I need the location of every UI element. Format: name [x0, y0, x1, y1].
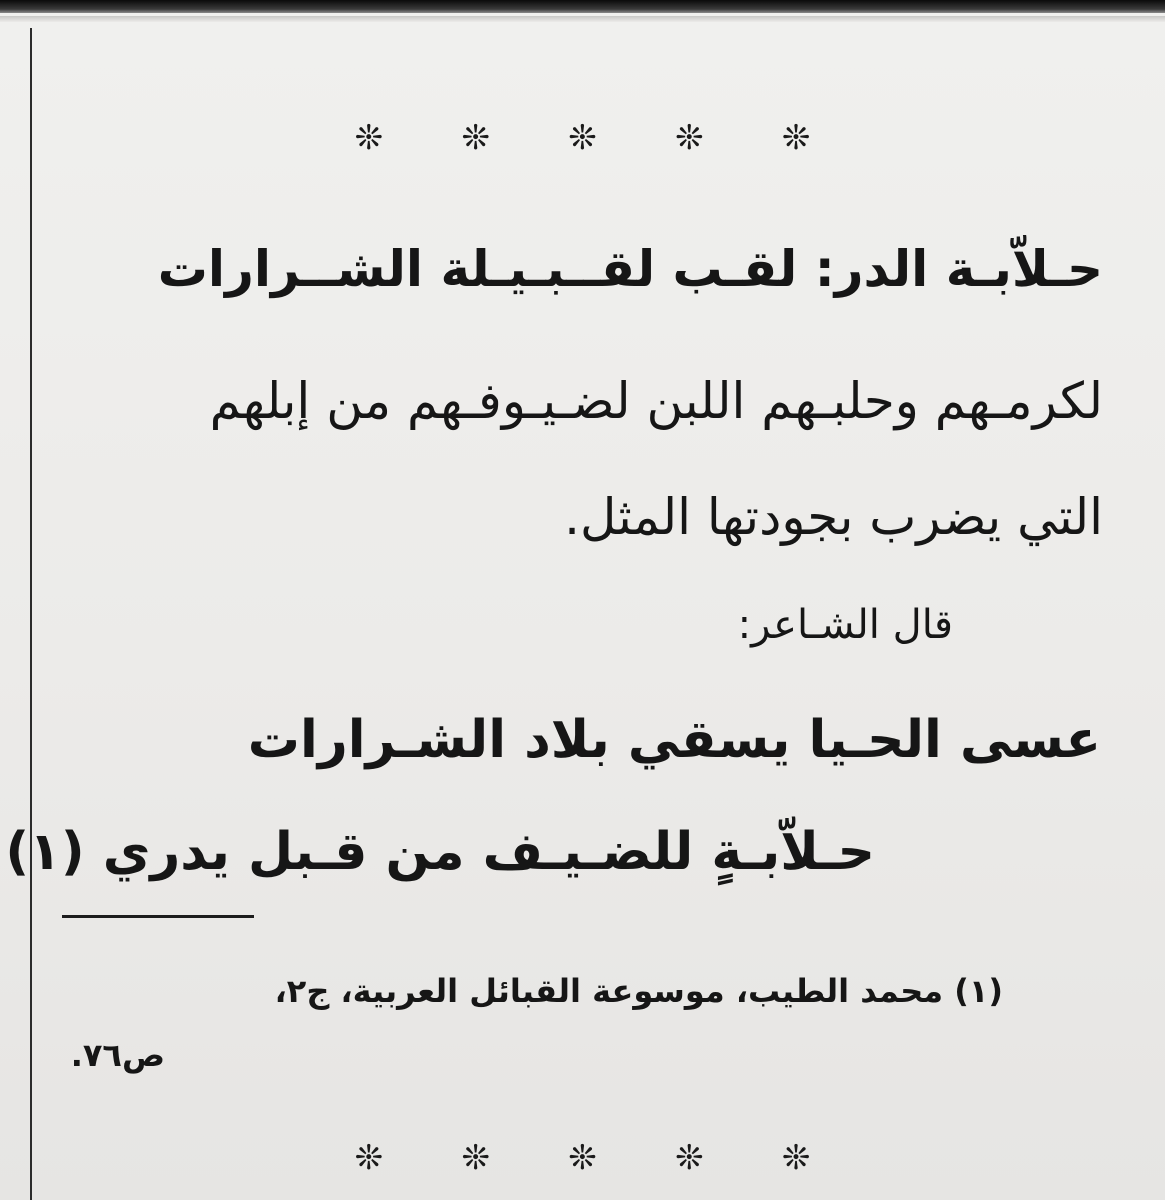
poet-intro: قال الشـاعر:: [737, 602, 953, 648]
ornament-star-icon: ❊: [354, 1138, 384, 1178]
ornament-star-icon: ❊: [675, 1138, 704, 1178]
ornament-star-icon: ❊: [354, 118, 384, 158]
footnote-line-1: (١) محمد الطيب، موسوعة القبائل العربية، ج٢،: [274, 972, 1003, 1010]
page-left-border: [30, 28, 32, 1200]
ornament-star-icon: ❊: [461, 1138, 490, 1178]
footnote-separator: [62, 915, 254, 918]
verse-line-1: عسى الحـيا يسقي بلاد الشـرارات: [247, 710, 1101, 770]
ornament-star-icon: ❊: [461, 118, 490, 158]
verse-line-2: حـلاّبـةٍ للضـيـف من قـبل يدري (١): [5, 822, 875, 882]
entry-body-line-1: لكرمـهم وحلبـهم اللبن لضـيـوفـهم من إبلهم: [209, 372, 1103, 430]
ornament-star-icon: ❊: [568, 118, 597, 158]
ornament-star-icon: ❊: [781, 1138, 811, 1178]
page-top-rule: [0, 0, 1165, 13]
ornament-row-bottom: [0, 1138, 1165, 1178]
entry-heading: حـلاّبـة الدر: لقـب لقــبـيـلة الشــرارات: [157, 240, 1103, 298]
entry-body-line-2: التي يضرب بجودتها المثل.: [564, 488, 1103, 546]
ornament-star-icon: ❊: [781, 118, 811, 158]
ornament-star-icon: ❊: [568, 1138, 597, 1178]
ornament-star-icon: ❊: [675, 118, 704, 158]
ornament-row-top: [0, 118, 1165, 158]
footnote-line-2: ص٧٦.: [70, 1036, 165, 1074]
